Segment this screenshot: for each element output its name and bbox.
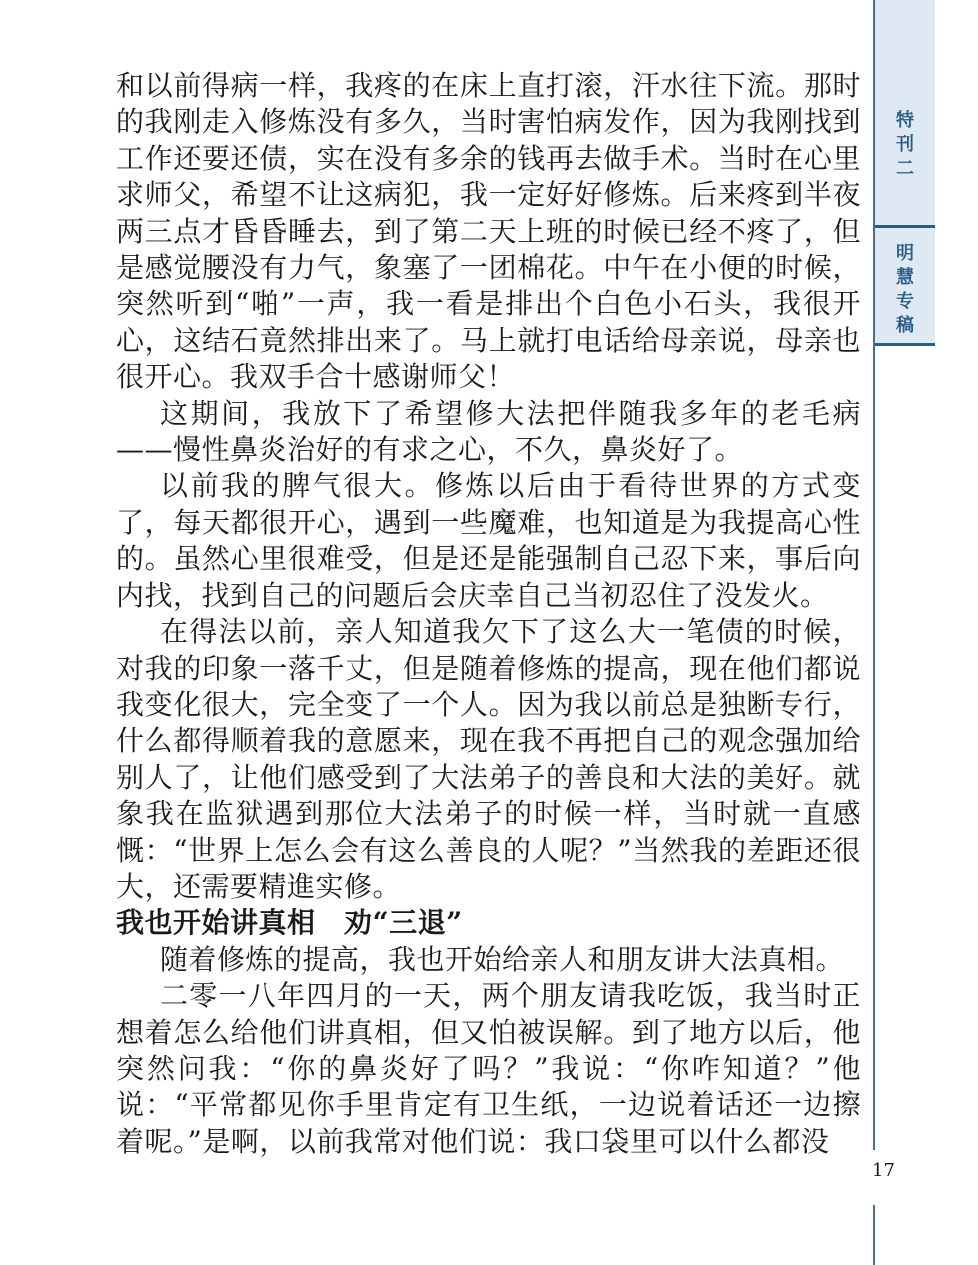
tab-minghui-article-char: 稿 xyxy=(896,315,914,336)
paragraph: 以前我的脾气很大。修炼以后由于看待世界的方式变了，每天都很开心，遇到一些魔难，也知道是为我提高心性的。虽然心里很难受，但是还是能强制自己忍下来，事后向内找，找到自己的问题后会庆幸自己当初忍住了没发火。 xyxy=(116,469,861,612)
paragraph: 和以前得病一样，我疼的在床上直打滚，汗水往下流。那时的我刚走入修炼没有多久，当时害怕病发作，因为我刚找到工作还要还债，实在没有多余的钱再去做手术。当时在心里求师父，希望不让这病犯，我一定好好修炼。后来疼到半夜两三点才昏昏睡去，到了第二天上班的时候已经不疼了，但是感觉腰没有力气，象塞了一团棉花。中午在小便的时候，突然听到“啪”一声，我一看是排出个白色小石头，我很开心，这结石竟然排出来了。马上就打电话给母亲说，母亲也很开心。我双手合十感谢师父！ xyxy=(116,69,861,394)
tab-special-issue-char: 特 xyxy=(896,110,914,131)
tab-special-issue-char: 刊 xyxy=(896,134,914,155)
side-rail-bottom xyxy=(873,1205,875,1265)
tab-minghui-article-char: 专 xyxy=(896,291,914,312)
paragraph: 随着修炼的提高，我也开始给亲人和朋友讲大法真相。 xyxy=(160,942,845,976)
tab-minghui-article-char: 明 xyxy=(896,243,914,264)
tab-minghui-article-char: 慧 xyxy=(896,267,914,288)
tab-special-issue-char: 二 xyxy=(896,158,914,179)
article-body xyxy=(116,68,861,1160)
section-heading: 我也开始讲真相 劝“三退” xyxy=(116,906,463,940)
tab-special-issue xyxy=(875,100,935,190)
tab-divider xyxy=(875,343,935,346)
paragraph: 在得法以前，亲人知道我欠下了这么大一笔债的时候，对我的印象一落千丈，但是随着修炼的提高，现在他们都说我变化很大，完全变了一个人。因为我以前总是独断专行，什么都得顺着我的意愿来，现在我不再把自己的观念强加给别人了，让他们感受到了大法弟子的善良和大法的美好。就象我在监狱遇到那位大法弟子的时候一样，当时就一直感慨：“世界上怎么会有这么善良的人呢？”当然我的差距还很大，还需要精進实修。 xyxy=(116,615,861,903)
page-number: 17 xyxy=(872,1160,895,1181)
paragraph: 二零一八年四月的一天，两个朋友请我吃饭，我当时正想着怎么给他们讲真相，但又怕被误解。到了地方以后，他突然问我：“你的鼻炎好了吗？”我说：“你咋知道？”他说：“平常都见你手里肯定有卫生纸，一边说着话还一边擦着呢。”是啊，以前我常对他们说：我口袋里可以什么都没 xyxy=(116,979,861,1158)
tab-minghui-article xyxy=(875,240,935,340)
tab-divider xyxy=(875,225,935,228)
paragraph: 这期间，我放下了希望修大法把伴随我多年的老毛病——慢性鼻炎治好的有求之心，不久，鼻炎好了。 xyxy=(116,396,861,467)
